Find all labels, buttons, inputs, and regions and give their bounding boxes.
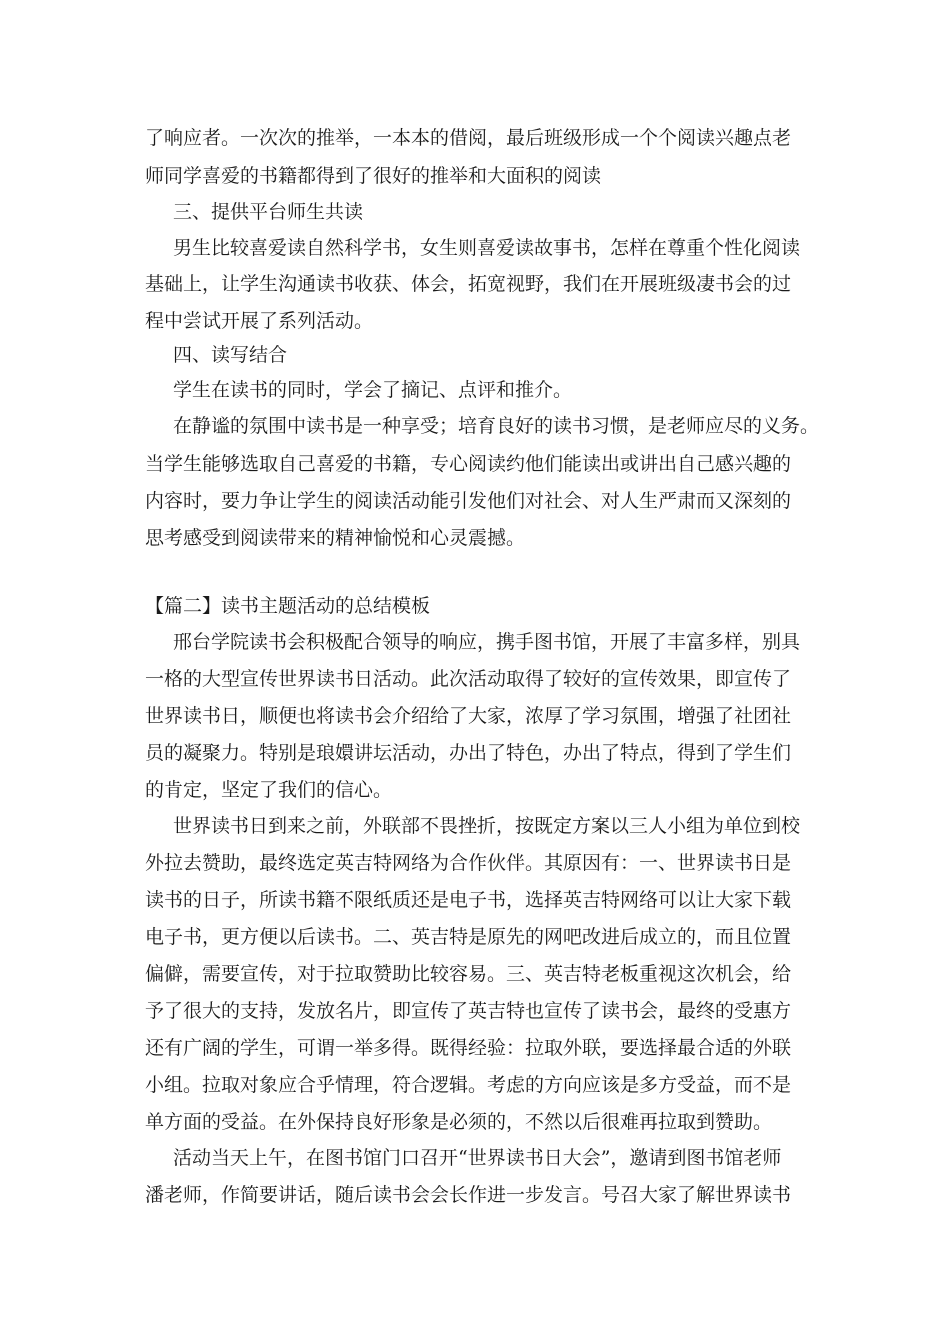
text-line: 电子书，更方便以后读书。二、英吉特是原先的网吧改进后成立的，而且位置 [145,926,792,948]
text-line: 活动当天上午，在图书馆门口召开“世界读书日大会”，邀请到图书馆老师 [173,1147,782,1169]
text-line: 偏僻，需要宣传，对于拉取赞助比较容易。三、英吉特老板重视这次机会，给 [145,963,792,985]
text-line: 予了很大的支持，发放名片，即宣传了英吉特也宣传了读书会，最终的受惠方 [145,1000,792,1022]
text-line: 员的凝聚力。特别是琅嬛讲坛活动，办出了特色，办出了特点，得到了学生们 [145,742,792,764]
text-line: 学生在读书的同时，学会了摘记、点评和推介。 [173,379,573,401]
text-line: 一格的大型宣传世界读书日活动。此次活动取得了较好的宣传效果，即宣传了 [145,668,792,690]
text-line: 还有广阔的学生，可谓一举多得。既得经验：拉取外联，要选择最合适的外联 [145,1037,792,1059]
text-line: 程中尝试开展了系列活动。 [145,310,374,332]
text-line: 的肯定，坚定了我们的信心。 [145,779,393,801]
text-line: 男生比较喜爱读自然科学书，女生则喜爱读故事书，怎样在尊重个性化阅读 [173,237,801,259]
text-line: 基础上，让学生沟通读书收获、体会，拓宽视野，我们在开展班级凄书会的过 [145,273,792,295]
article-heading: 【篇二】读书主题活动的总结模板 [145,595,431,617]
section-heading: 四、读写结合 [173,344,288,366]
text-line: 外拉去赞助，最终选定英吉特网络为合作伙伴。其原因有：一、世界读书日是 [145,852,792,874]
text-line: 了响应者。一次次的推举，一本本的借阅，最后班级形成一个个阅读兴趣点老 [145,127,792,149]
text-line: 小组。拉取对象应合乎情理，符合逻辑。考虑的方向应该是多方受益，而不是 [145,1074,792,1096]
text-line: 思考感受到阅读带来的精神愉悦和心灵震撼。 [145,527,526,549]
text-line: 师同学喜爱的书籍都得到了很好的推举和大面积的阅读 [145,165,602,187]
text-line: 当学生能够选取自己喜爱的书籍，专心阅读约他们能读出或讲出自己感兴趣的 [145,453,792,475]
section-heading: 三、提供平台师生共读 [173,201,364,223]
text-line: 读书的日子，所读书籍不限纸质还是电子书，选择英吉特网络可以让大家下载 [145,889,792,911]
text-line: 世界读书日，顺便也将读书会介绍给了大家，浓厚了学习氛围，增强了社团社 [145,705,792,727]
text-line: 邢台学院读书会积极配合领导的响应，携手图书馆，开展了丰富多样，别具 [173,631,801,653]
text-line: 世界读书日到来之前，外联部不畏挫折，按既定方案以三人小组为单位到校 [173,815,801,837]
text-line: 内容时，要力争让学生的阅读活动能引发他们对社会、对人生严肃而又深刻的 [145,490,792,512]
text-line: 单方面的受益。在外保持良好形象是必须的，不然以后很难再拉取到赞助。 [145,1111,773,1133]
text-line: 在静谧的氛围中读书是一种享受；培育良好的读书习惯，是老师应尽的义务。 [173,415,820,437]
text-line: 潘老师，作简要讲话，随后读书会会长作进一步发言。号召大家了解世界读书 [145,1184,792,1206]
